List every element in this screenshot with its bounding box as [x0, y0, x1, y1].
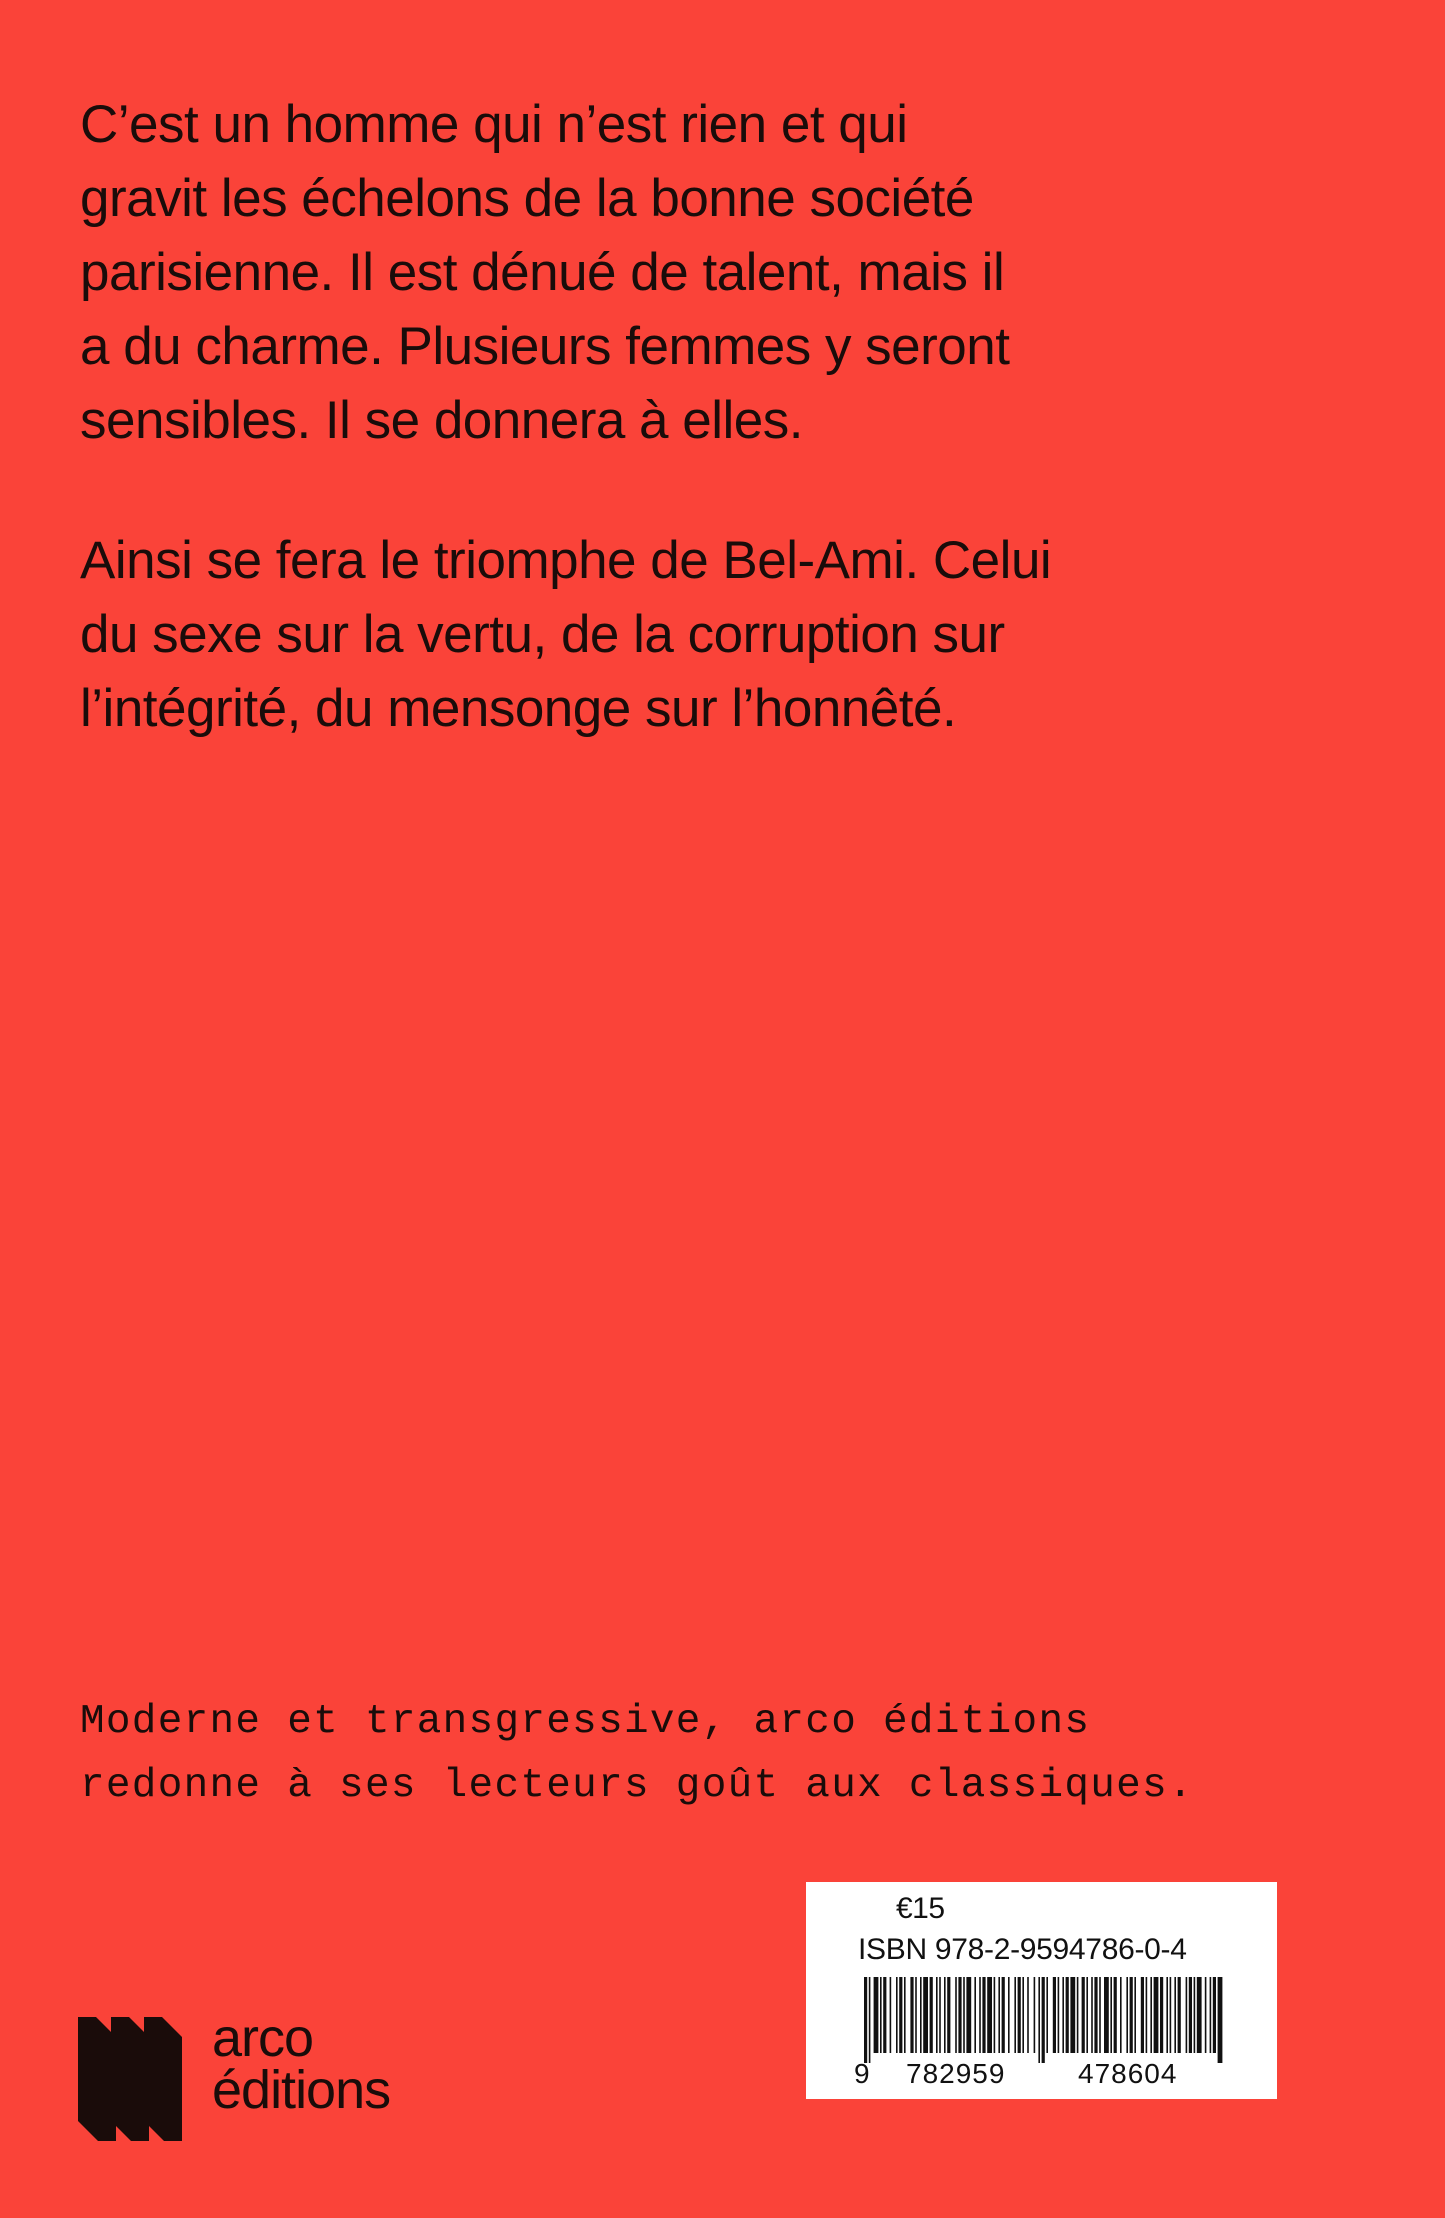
barcode-bar: [1008, 1977, 1010, 2053]
barcode-bar: [1166, 1977, 1168, 2053]
barcode-bar: [974, 1977, 976, 2053]
barcode-bar: [1018, 1977, 1021, 2053]
barcode-bar: [880, 1977, 882, 2053]
isbn-text: ISBN 978-2-9594786-0-4: [858, 1933, 1187, 1966]
barcode-bar: [1141, 1977, 1144, 2053]
barcode-bar: [1077, 1977, 1079, 2053]
barcode-bar: [955, 1977, 957, 2053]
barcode-bar: [1130, 1977, 1133, 2053]
barcode-bar: [1027, 1977, 1029, 2053]
barcode-bar: [1213, 1977, 1216, 2053]
barcode-bar: [1205, 1977, 1207, 2053]
tagline-line: Moderne et transgressive, arco éditions: [80, 1699, 1091, 1745]
barcode-bar: [923, 1977, 928, 2053]
barcode-bar: [883, 1977, 886, 2053]
barcode-bar: [1014, 1977, 1016, 2053]
barcode-bar: [890, 1977, 892, 2053]
barcode-bar: [1114, 1977, 1117, 2053]
barcode-bar: [930, 1977, 933, 2053]
blurb-line: parisienne. Il est dénué de talent, mais il: [80, 243, 1005, 302]
barcode-bar: [947, 1977, 950, 2053]
barcode-bar: [1154, 1977, 1159, 2053]
publisher-name-line1: arco: [212, 2008, 314, 2068]
barcode-bar: [1062, 1977, 1064, 2053]
barcode-bar: [958, 1977, 961, 2053]
barcode-bar: [1094, 1977, 1097, 2053]
barcode-bar: [1042, 1977, 1045, 2063]
barcode-bar: [966, 1977, 971, 2053]
barcode-bar: [1070, 1977, 1075, 2053]
barcode-bar: [1120, 1977, 1122, 2053]
barcode-digit-first: 9: [854, 2058, 870, 2089]
barcode-bar: [899, 1977, 902, 2053]
barcode-bar: [1134, 1977, 1136, 2053]
barcode-bar: [998, 1977, 1000, 2053]
barcode-bar: [979, 1977, 981, 2053]
blurb-line: C’est un homme qui n’est rien et qui: [80, 95, 908, 154]
publisher-name: [212, 2008, 391, 2120]
barcode-bar: [1110, 1977, 1112, 2053]
barcode-bar: [1053, 1977, 1056, 2053]
barcode-bar: [1186, 1977, 1188, 2053]
blurb-paragraph-2: [80, 524, 1380, 746]
barcode-bar: [963, 1977, 965, 2053]
barcode-bar: [1146, 1977, 1148, 2053]
barcode-bar: [1126, 1977, 1128, 2053]
barcode-bar: [920, 1977, 922, 2053]
barcode-bar: [987, 1977, 992, 2053]
barcode-bar: [1066, 1977, 1069, 2053]
barcode-bar: [1174, 1977, 1176, 2053]
back-cover-blurb: [80, 88, 1380, 746]
tagline-line: redonne à ses lecteurs goût aux classiques.: [80, 1763, 1194, 1809]
blurb-line: sensibles. Il se donnera à elles.: [80, 391, 803, 450]
barcode-bar: [939, 1977, 941, 2053]
barcode-bar: [1022, 1977, 1024, 2053]
barcode-bar: [1058, 1977, 1060, 2053]
barcode-bar: [910, 1977, 913, 2053]
barcode-bars: [864, 1977, 1224, 2063]
barcode-bar: [1104, 1977, 1109, 2053]
blurb-line: gravit les échelons de la bonne société: [80, 169, 974, 228]
barcode-bar: [904, 1977, 906, 2053]
barcode-bar: [864, 1977, 867, 2063]
price-label: €15: [896, 1892, 945, 1925]
arco-logo-icon: [78, 2017, 182, 2146]
barcode-bar: [896, 1977, 898, 2053]
barcode-bar: [915, 1977, 917, 2053]
publisher-name-line2: éditions: [212, 2060, 391, 2120]
barcode-bar: [1034, 1977, 1036, 2053]
barcode-bar: [1082, 1977, 1085, 2053]
blurb-paragraph-1: [80, 88, 1380, 458]
blurb-line: du sexe sur la vertu, de la corruption sur: [80, 605, 1005, 664]
barcode-bar: [1194, 1977, 1196, 2053]
isbn-barcode-label: [806, 1882, 1277, 2099]
barcode-bar: [1150, 1977, 1152, 2053]
barcode-bar: [982, 1977, 985, 2053]
barcode-bar: [1091, 1977, 1093, 2053]
barcode-bar: [869, 1977, 871, 2063]
barcode-bar: [1218, 1977, 1223, 2063]
publisher-tagline: [80, 1690, 1194, 1818]
barcode-bar: [1210, 1977, 1212, 2053]
barcode-bar: [1189, 1977, 1192, 2053]
blurb-line: l’intégrité, du mensonge sur l’honnêté.: [80, 679, 957, 738]
barcode-bar: [874, 1977, 879, 2053]
barcode-bar: [1046, 1977, 1048, 2053]
barcode-bar: [1099, 1977, 1101, 2053]
barcode-bar: [1197, 1977, 1202, 2053]
barcode-bar: [944, 1977, 946, 2053]
blurb-line: Ainsi se fera le triomphe de Bel-Ami. Celui: [80, 531, 1052, 590]
barcode-bar: [936, 1977, 938, 2053]
barcode-digits-left: 782959: [906, 2058, 1006, 2089]
barcode-bar: [1002, 1977, 1005, 2053]
barcode-bar: [1038, 1977, 1040, 2063]
barcode-bar: [1178, 1977, 1181, 2053]
blurb-line: a du charme. Plusieurs femmes y seront: [80, 317, 1010, 376]
barcode-bar: [1170, 1977, 1172, 2053]
barcode-bar: [1160, 1977, 1163, 2053]
barcode-bar: [1086, 1977, 1088, 2053]
barcode-bar: [994, 1977, 996, 2053]
barcode-digits-right: 478604: [1078, 2058, 1178, 2089]
